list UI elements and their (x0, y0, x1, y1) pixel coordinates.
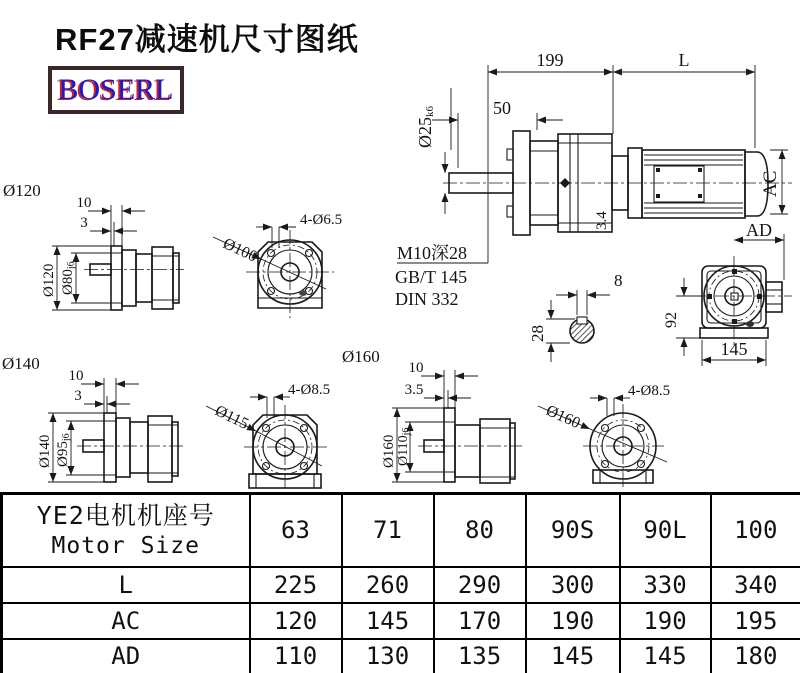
table-cell: 135 (434, 639, 526, 673)
view-160-side (381, 360, 522, 483)
table-cell: 340 (711, 567, 800, 603)
dim-bolt-circle-160: Ø160 (543, 402, 583, 433)
table-cell: 80 (434, 494, 526, 567)
row-label: AC (2, 603, 250, 639)
table-row (2, 567, 800, 603)
spigot-dia-value: Ø110 (396, 435, 411, 466)
spigot-fit-value: j6 (66, 261, 77, 270)
header-motor-size (2, 494, 250, 567)
dim-10: 10 (408, 360, 424, 376)
oil-level-marker (560, 178, 570, 188)
table-cell: 330 (620, 567, 711, 603)
keyway (577, 317, 587, 324)
dim-199: 199 (536, 50, 564, 70)
motor-size-table (0, 492, 800, 673)
dim-spigot-80 (60, 261, 77, 295)
dim-flange-160: Ø160 (381, 434, 397, 468)
dim-28: 28 (528, 325, 547, 342)
dim-3-5: 3.5 (404, 382, 424, 398)
dim-shaft-diameter (415, 106, 436, 149)
table-cell: 290 (434, 567, 526, 603)
dim-holes-8-5: 4-Ø8.5 (628, 383, 671, 399)
table-cell: 130 (342, 639, 434, 673)
table-cell: 145 (620, 639, 711, 673)
dim-50: 50 (493, 98, 511, 118)
dim-L: L (678, 50, 690, 70)
motor-rear-view (663, 220, 792, 366)
drain-hole (746, 321, 754, 327)
dim-bolt-circle-100: Ø100 (220, 235, 260, 266)
dim-145: 145 (720, 339, 748, 359)
dim-10: 10 (68, 368, 84, 384)
table-cell: 120 (250, 603, 342, 639)
note-din: DIN 332 (395, 289, 459, 309)
flange-plate (104, 413, 116, 482)
table-cell: 190 (620, 603, 711, 639)
table-cell: 180 (711, 639, 800, 673)
dim-flange-120: Ø120 (41, 263, 57, 297)
dim-spigot-110 (396, 428, 412, 466)
shaft-fit-value: k6 (424, 106, 436, 117)
shaft-section-view (528, 271, 623, 362)
table-cell: 170 (434, 603, 526, 639)
table-cell: 145 (342, 603, 434, 639)
view-140-label: Ø140 (2, 354, 40, 373)
dim-8: 8 (614, 271, 623, 290)
spigot-fit-value: j6 (61, 433, 72, 442)
table-cell: 90S (526, 494, 620, 567)
dim-AC: AC (760, 170, 781, 197)
plug-hole (299, 290, 307, 296)
flange-view-100 (213, 212, 342, 318)
table-header-row (2, 494, 800, 567)
table-row (2, 639, 800, 673)
row-label: AD (2, 639, 250, 673)
table-cell: 300 (526, 567, 620, 603)
table-cell: 190 (526, 603, 620, 639)
table-cell: 100 (711, 494, 800, 567)
dim-spigot-95 (55, 433, 72, 467)
table-cell: 90L (620, 494, 711, 567)
view-120-label: Ø120 (3, 181, 41, 200)
flange-plate (111, 246, 122, 310)
flange-plate (444, 408, 455, 482)
table-cell: 260 (342, 567, 434, 603)
shaft-dia-value: Ø25 (415, 117, 435, 148)
note-m10: M10深28 (397, 243, 468, 263)
dim-10: 10 (76, 195, 92, 211)
flange-115-label: Ø160 (342, 347, 380, 366)
spigot-dia-value: Ø95 (55, 441, 71, 467)
header-en: Motor Size (51, 532, 200, 559)
table-cell: 110 (250, 639, 342, 673)
dim-holes-6-5: 4-Ø6.5 (300, 212, 343, 228)
row-label: L (2, 567, 250, 603)
header-cn: YE2电机机座号 (36, 501, 215, 531)
view-120 (3, 181, 184, 310)
dim-AD: AD (746, 220, 772, 240)
spigot-fit-value: j6 (401, 427, 412, 436)
view-140 (2, 354, 184, 482)
dim-bolt-circle-115: Ø115 (212, 402, 252, 433)
output-shaft (449, 173, 513, 193)
flange-view-115 (206, 347, 380, 488)
table-cell: 71 (342, 494, 434, 567)
spigot-dia-value: Ø80 (60, 269, 76, 295)
table-row (2, 603, 800, 639)
page-title: RF27减速机尺寸图纸 (55, 22, 359, 57)
dim-3-4: 3.4 (594, 211, 610, 230)
dim-3: 3 (80, 215, 88, 231)
table-cell: 63 (250, 494, 342, 567)
table-cell: 145 (526, 639, 620, 673)
dim-holes-8-5: 4-Ø8.5 (288, 382, 331, 398)
note-gbt: GB/T 145 (395, 267, 468, 287)
table-cell: 225 (250, 567, 342, 603)
dim-3: 3 (74, 388, 82, 404)
table-cell: 195 (711, 603, 800, 639)
flange-view-160 (538, 383, 670, 487)
terminal-box (766, 282, 782, 312)
dim-flange-140: Ø140 (37, 434, 53, 468)
dim-92: 92 (663, 312, 680, 328)
brand-logo: BOSERL (58, 73, 174, 106)
